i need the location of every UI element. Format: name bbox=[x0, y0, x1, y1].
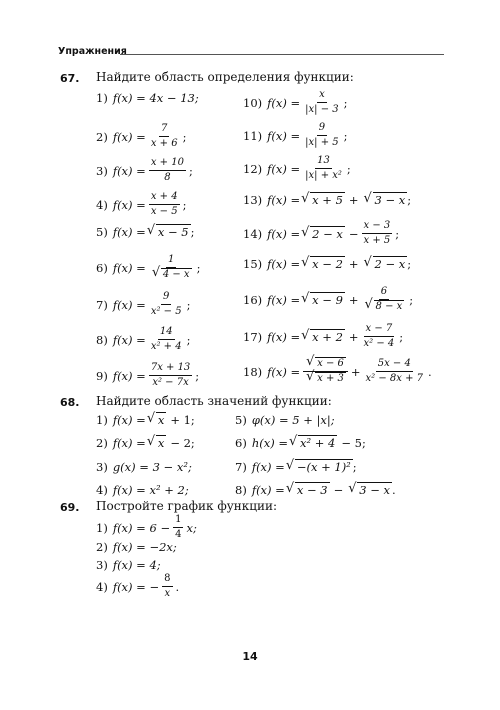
ex67-item-5: 5) f(x) = √ x − 5 ; bbox=[96, 225, 194, 239]
square-root: √ x − 2 bbox=[302, 257, 345, 271]
fraction: 6 √ 8 − x bbox=[362, 286, 407, 313]
ex68-item-2: 2) f(x) = √ x − 2; bbox=[96, 436, 195, 450]
fraction: $\frac{7x + 13}{\text{x² − 7x}}$ bbox=[150, 362, 191, 388]
page-header bbox=[58, 46, 444, 62]
ex67-item-11: 11) f(x) = $\frac{9}{|x| + 5}$ ; bbox=[243, 122, 348, 148]
page-number: 14 bbox=[242, 650, 258, 663]
ex67-item-4: 4) f(x) = $\frac{x + 4}{x - 5}$ ; bbox=[96, 191, 187, 217]
ex67-item-13: 13) f(x) = √ x + 5 + √ 3 − x ; bbox=[243, 193, 411, 207]
fraction: $\frac{9}{\text{x² − 5}}$ bbox=[150, 291, 182, 317]
ex67-item-9: 9) f(x) = $\frac{7x + 13}{\text{x² − 7x}}$ ; bbox=[96, 362, 200, 388]
ex67-item-10: 10) f(x) = $\frac{x}{|x| - 3}$ ; bbox=[243, 89, 348, 115]
exercise-68-number: 68. bbox=[60, 396, 80, 409]
ex67-item-18: 18) f(x) = √ x − 6 √ x + 3 + $\frac{5x - 4}{\text{x² − 8x + 7}}$ . bbox=[243, 358, 432, 385]
ex68-item-8: 8) f(x) = √ x − 3 − √ 3 − x . bbox=[235, 483, 396, 497]
ex68-item-5: 5) φ(x) = 5 + |x|; bbox=[235, 413, 335, 427]
ex67-item-16: 16) f(x) = √ x − 9 + 6 √ 8 − x ; bbox=[243, 286, 413, 313]
ex68-item-6: 6) h(x) = √ x² + 4 − 5; bbox=[235, 436, 366, 450]
exercise-69-number: 69. bbox=[60, 501, 80, 514]
fraction: $\frac{x}{|x| - 3}$ bbox=[305, 89, 339, 115]
square-root: √ x bbox=[148, 436, 167, 450]
square-root: √ 3 − x bbox=[349, 483, 392, 497]
ex67-item-2: 2) f(x) = $\frac{7}{x + 6}$ ; bbox=[96, 123, 187, 149]
square-root: √ x + 2 bbox=[302, 330, 345, 344]
exercise-67-title: Найдите область определения функции: bbox=[96, 70, 354, 84]
ex69-item-4: 4) f(x) = − $\frac{8}{x}$ . bbox=[96, 573, 180, 599]
fraction: √ x − 6 √ x + 3 bbox=[303, 358, 348, 385]
square-root: √ x − 5 bbox=[148, 225, 191, 239]
exercise-67-number: 67. bbox=[60, 72, 80, 85]
square-root: √ x − 3 bbox=[287, 483, 330, 497]
fraction: $\frac{x - 7}{\text{x² − 4}}$ bbox=[363, 323, 395, 349]
header-title: Упражнения bbox=[58, 46, 127, 57]
fraction: $\frac{1}{4}$ bbox=[175, 514, 182, 540]
fraction: $\frac{9}{|x| + 5}$ bbox=[305, 122, 339, 148]
square-root: √ 3 − x bbox=[365, 193, 408, 207]
ex68-item-3: 3) g(x) = 3 − x²; bbox=[96, 460, 192, 474]
ex68-item-7: 7) f(x) = √ −(x + 1)² ; bbox=[235, 460, 357, 474]
header-rule bbox=[120, 54, 444, 55]
square-root: √ x + 5 bbox=[302, 193, 345, 207]
square-root: √ −(x + 1)² bbox=[287, 460, 353, 474]
square-root: √ x − 9 bbox=[302, 293, 345, 307]
exercise-69-title: Постройте график функции: bbox=[96, 499, 278, 513]
fraction: $\frac{x + 10}{8}$ bbox=[150, 157, 184, 183]
fraction: $\frac{8}{x}$ bbox=[164, 573, 171, 599]
fraction: $\frac{7}{x + 6}$ bbox=[150, 123, 178, 149]
ex67-item-3: 3) f(x) = $\frac{x + 10}{8}$ ; bbox=[96, 157, 193, 183]
ex67-item-8: 8) f(x) = $\frac{14}{\text{x² + 4}}$ ; bbox=[96, 326, 191, 352]
fraction: $\frac{x - 3}{x + 5}$ bbox=[363, 220, 391, 246]
ex69-item-2: 2) f(x) = −2x; bbox=[96, 540, 177, 554]
ex67-item-14: 14) f(x) = √ 2 − x − $\frac{x - 3}{x + 5}$ ; bbox=[243, 220, 399, 247]
fraction: $\frac{x + 4}{x - 5}$ bbox=[150, 191, 178, 217]
ex67-item-6: 6) f(x) = 1 √ 4 − x ; bbox=[96, 254, 200, 281]
ex67-item-15: 15) f(x) = √ x − 2 + √ 2 − x ; bbox=[243, 257, 411, 271]
fraction: $\frac{5x - 4}{\text{x² − 8x + 7}}$ bbox=[365, 358, 424, 384]
ex69-item-3: 3) f(x) = 4; bbox=[96, 558, 161, 572]
ex69-item-1: 1) f(x) = 6 − $\frac{1}{4}$ x; bbox=[96, 514, 197, 540]
square-root: √ x bbox=[148, 413, 167, 427]
square-root: √ 2 − x bbox=[365, 257, 408, 271]
square-root: √ x² + 4 bbox=[290, 436, 337, 450]
square-root: √ 2 − x bbox=[302, 227, 345, 241]
ex68-item-1: 1) f(x) = √ x + 1; bbox=[96, 413, 195, 427]
ex67-item-17: 17) f(x) = √ x + 2 + $\frac{x - 7}{\text{x² − 4}}$ ; bbox=[243, 323, 403, 350]
ex67-item-7: 7) f(x) = $\frac{9}{\text{x² − 5}}$ ; bbox=[96, 291, 191, 317]
exercise-68-title: Найдите область значений функции: bbox=[96, 394, 332, 408]
fraction: 1 √ 4 − x bbox=[149, 254, 194, 281]
ex67-item-12: 12) f(x) = $\frac{13}{\text{|x| + x²}}$ ; bbox=[243, 155, 351, 181]
fraction: $\frac{13}{\text{|x| + x²}}$ bbox=[305, 155, 342, 181]
fraction: $\frac{14}{\text{x² + 4}}$ bbox=[150, 326, 182, 352]
ex68-item-4: 4) f(x) = x² + 2; bbox=[96, 483, 189, 497]
ex67-item-1: 1) f(x) = 4x − 13; bbox=[96, 91, 199, 105]
